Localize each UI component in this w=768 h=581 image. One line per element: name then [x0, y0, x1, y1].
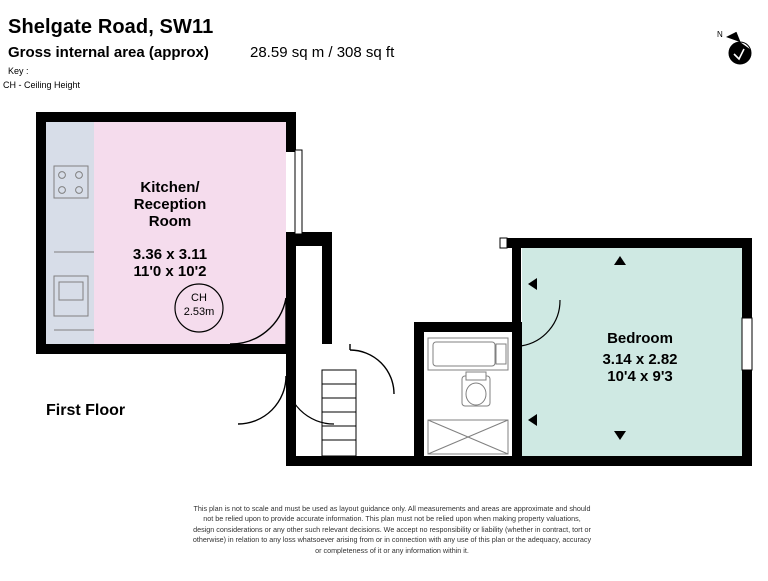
key-item-ceiling-height: CH - Ceiling Height — [3, 80, 81, 90]
kitchen-reception-room-dimensions — [100, 247, 240, 281]
kitchen-label-line3: Room — [148, 212, 192, 230]
ceiling-height-badge — [172, 292, 226, 320]
ceiling-height-label: CH — [191, 292, 207, 304]
disclaimer-line-1: This plan is not to scale and must be used as layout guidance only. All measurements and areas are approximate and should — [193, 504, 591, 513]
floor-name-label: First Floor — [46, 402, 126, 419]
kitchen-units-fill — [46, 122, 94, 344]
bedroom-label: Bedroom — [607, 330, 673, 347]
disclaimer-line-4: otherwise) in relation to any loss whatsoever arising from or in connection with any use of this plan or the adequacy, accuracy — [192, 535, 592, 545]
bedroom-dimensions — [560, 352, 720, 386]
key-title: Key : — [8, 66, 29, 76]
ceiling-height-value: 2.53m — [183, 305, 215, 318]
gross-area-value: 28.59 sq m / 308 sq ft — [250, 44, 395, 61]
kitchen-dims-imperial: 11'0 x 10'2 — [133, 262, 207, 280]
kitchen-reception-room-label — [100, 180, 240, 230]
kitchen-label-line1: Kitchen/ — [140, 179, 200, 196]
disclaimer-line-2: not be relied upon to provide accurate information. This plan must not be relied upon when making property valuations, — [203, 514, 581, 524]
kitchen-dims-metric: 3.36 x 3.11 — [132, 246, 208, 263]
bedroom-dims-metric: 3.14 x 2.82 — [602, 351, 678, 368]
page-title: Shelgate Road, SW11 — [8, 16, 214, 38]
gross-area-label: Gross internal area (approx) — [8, 44, 209, 61]
compass-north-label: N — [717, 30, 723, 39]
disclaimer-line-5: or completeness of it or any information within it. — [315, 545, 469, 555]
disclaimer-line-3: design considerations or any other such relevant decisions. We accept no responsibility or liability (whether in contract, tort or — [193, 524, 591, 534]
bedroom-dims-imperial: 10'4 x 9'3 — [607, 367, 673, 385]
kitchen-label-line2: Reception — [133, 195, 207, 213]
disclaimer-text — [178, 504, 606, 556]
